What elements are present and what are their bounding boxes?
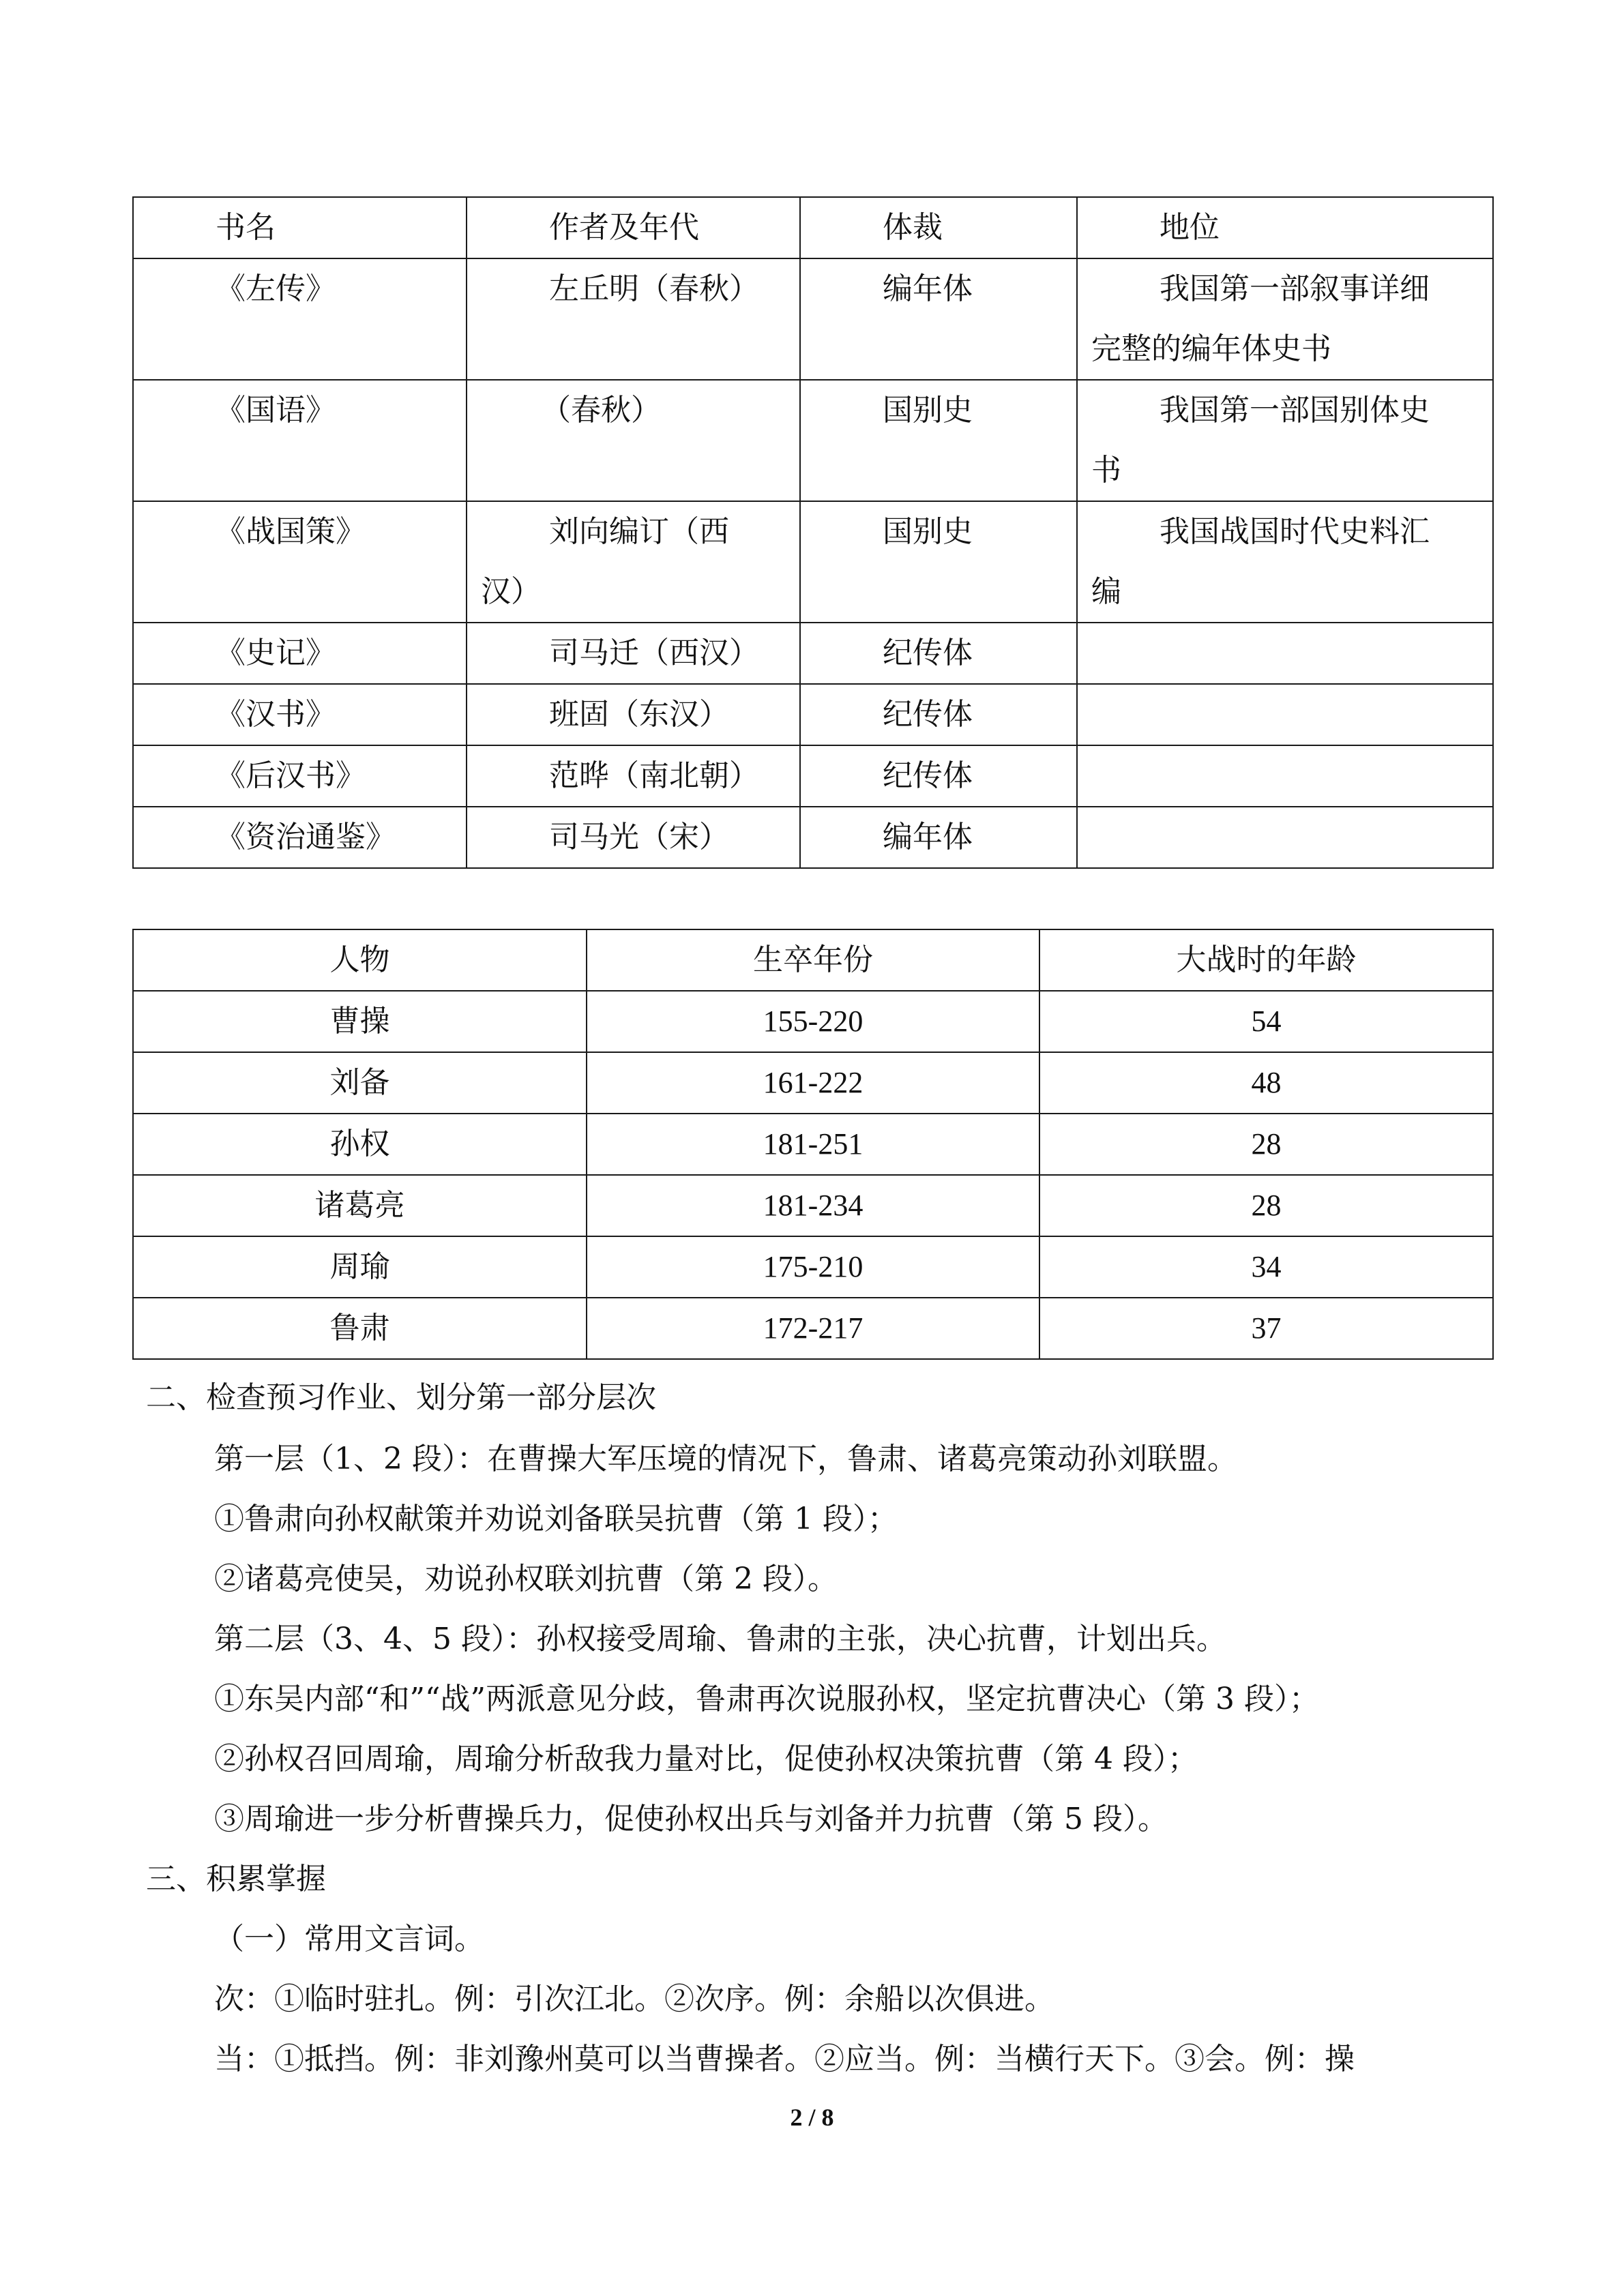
subsection-heading: （一）常用文言词。	[214, 1922, 484, 1956]
person-years: 155-220	[587, 991, 1039, 1052]
book-status	[1077, 258, 1493, 380]
table-row	[133, 258, 1493, 380]
table-row	[133, 1175, 1493, 1236]
person-age: 37	[1039, 1298, 1493, 1359]
person-years: 172-217	[587, 1298, 1039, 1359]
book-genre: 国别史	[800, 380, 1077, 501]
book-name: 《后汉书》	[133, 745, 467, 807]
status-line: 我国战国时代史料汇	[1160, 514, 1430, 549]
historical-books-table	[132, 196, 1494, 869]
header-book-name: 书名	[133, 197, 467, 258]
table-row	[133, 623, 1493, 684]
paragraph: 第二层（3、4、5 段）：孙权接受周瑜、鲁肃的主张，决心抗曹，计划出兵。	[214, 1622, 1226, 1656]
person-years: 181-234	[587, 1175, 1039, 1236]
header-person: 人物	[133, 929, 587, 991]
book-author: 范晔（南北朝）	[467, 745, 800, 807]
table-row	[133, 380, 1493, 501]
book-status	[1077, 807, 1493, 868]
person-name: 曹操	[133, 991, 587, 1052]
status-line: 编	[1091, 574, 1121, 609]
book-name: 《史记》	[133, 623, 467, 684]
book-name: 《国语》	[133, 380, 467, 501]
table-row	[133, 991, 1493, 1052]
person-years: 175-210	[587, 1236, 1039, 1298]
paragraph: ③周瑜进一步分析曹操兵力，促使孙权出兵与刘备并力抗曹（第 5 段）。	[214, 1802, 1168, 1836]
paragraph: ①鲁肃向孙权献策并劝说刘备联吴抗曹（第 1 段）；	[214, 1502, 898, 1536]
person-age: 34	[1039, 1236, 1493, 1298]
book-genre: 纪传体	[800, 745, 1077, 807]
book-genre: 纪传体	[800, 623, 1077, 684]
status-line: 我国第一部叙事详细	[1160, 271, 1430, 306]
person-name: 诸葛亮	[133, 1175, 587, 1236]
paragraph: ②诸葛亮使吴，劝说孙权联刘抗曹（第 2 段）。	[214, 1562, 838, 1596]
book-author: 司马光（宋）	[467, 807, 800, 868]
book-author: 班固（东汉）	[467, 684, 800, 745]
section-heading: 三、积累掌握	[146, 1862, 326, 1896]
person-name: 周瑜	[133, 1236, 587, 1298]
book-status	[1077, 684, 1493, 745]
book-name: 《资治通鉴》	[133, 807, 467, 868]
table-row	[133, 1052, 1493, 1114]
section-heading: 二、检查预习作业、划分第一部分层次	[146, 1380, 656, 1415]
book-status	[1077, 623, 1493, 684]
status-line: 书	[1091, 453, 1121, 488]
book-author	[467, 501, 800, 623]
book-author: 司马迁（西汉）	[467, 623, 800, 684]
book-status	[1077, 501, 1493, 623]
table-row	[133, 1298, 1493, 1359]
header-age: 大战时的年龄	[1039, 929, 1493, 991]
table-row	[133, 807, 1493, 868]
status-line: 我国第一部国别体史	[1160, 393, 1430, 428]
book-author: 左丘明（春秋）	[467, 258, 800, 380]
table-row	[133, 1114, 1493, 1175]
people-ages-table	[132, 929, 1494, 1360]
person-years: 161-222	[587, 1052, 1039, 1114]
person-age: 28	[1039, 1175, 1493, 1236]
paragraph: 当：①抵挡。例：非刘豫州莫可以当曹操者。②应当。例：当横行天下。③会。例：操	[214, 2042, 1355, 2076]
paragraph: ①东吴内部“和”“战”两派意见分歧，鲁肃再次说服孙权，坚定抗曹决心（第 3 段）；	[214, 1682, 1319, 1716]
person-years: 181-251	[587, 1114, 1039, 1175]
status-line: 完整的编年体史书	[1091, 331, 1331, 366]
header-years: 生卒年份	[587, 929, 1039, 991]
person-name: 孙权	[133, 1114, 587, 1175]
book-name: 《汉书》	[133, 684, 467, 745]
page-number: 2 / 8	[790, 2104, 834, 2131]
person-name: 刘备	[133, 1052, 587, 1114]
person-age: 54	[1039, 991, 1493, 1052]
book-genre: 国别史	[800, 501, 1077, 623]
book-status	[1077, 745, 1493, 807]
book-genre: 编年体	[800, 258, 1077, 380]
paragraph: 次：①临时驻扎。例：引次江北。②次序。例：余船以次俱进。	[214, 1982, 1054, 2016]
header-author-era: 作者及年代	[467, 197, 800, 258]
author-line: 汉）	[481, 574, 541, 609]
book-author: （春秋）	[467, 380, 800, 501]
table-header-row	[133, 197, 1493, 258]
paragraph: ②孙权召回周瑜，周瑜分析敌我力量对比，促使孙权决策抗曹（第 4 段）；	[214, 1742, 1198, 1776]
author-line: 刘向编订（西	[549, 514, 729, 549]
person-name: 鲁肃	[133, 1298, 587, 1359]
paragraph: 第一层（1、2 段）：在曹操大军压境的情况下，鲁肃、诸葛亮策动孙刘联盟。	[214, 1442, 1237, 1476]
book-name: 《战国策》	[133, 501, 467, 623]
book-genre: 纪传体	[800, 684, 1077, 745]
person-age: 28	[1039, 1114, 1493, 1175]
header-status: 地位	[1077, 197, 1493, 258]
table-row	[133, 684, 1493, 745]
book-name: 《左传》	[133, 258, 467, 380]
table-row	[133, 1236, 1493, 1298]
table-row	[133, 745, 1493, 807]
book-status	[1077, 380, 1493, 501]
table-header-row	[133, 929, 1493, 991]
book-genre: 编年体	[800, 807, 1077, 868]
header-genre: 体裁	[800, 197, 1077, 258]
person-age: 48	[1039, 1052, 1493, 1114]
table-row	[133, 501, 1493, 623]
